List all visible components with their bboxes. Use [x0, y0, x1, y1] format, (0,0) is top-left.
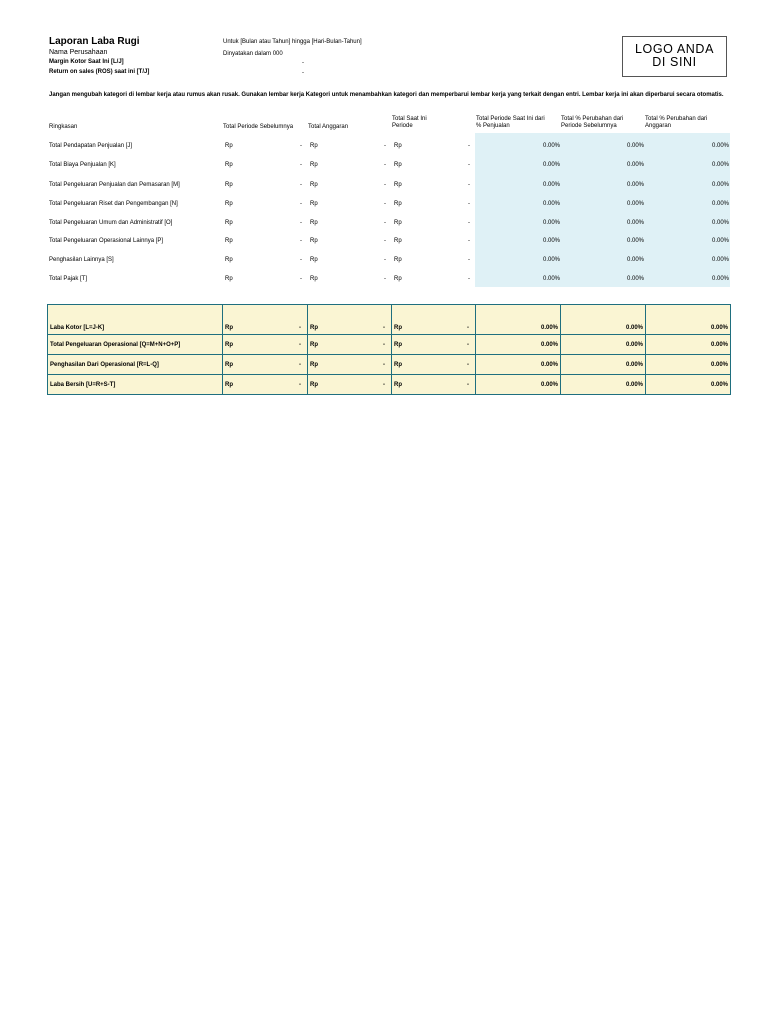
- prev-value[interactable]: -: [300, 257, 302, 263]
- summary-label[interactable]: Laba Bersih [U=R+S-T]: [48, 375, 223, 395]
- budget-value[interactable]: -: [384, 257, 386, 263]
- current-currency[interactable]: Rp: [394, 257, 402, 263]
- amount-value: -: [383, 361, 385, 368]
- budget-value[interactable]: -: [384, 201, 386, 207]
- budget-value[interactable]: -: [384, 143, 386, 149]
- pct-sales-cell[interactable]: 0.00%: [476, 335, 561, 355]
- change-budget-cell[interactable]: 0.00%: [646, 355, 731, 375]
- current-cell[interactable]: [392, 355, 476, 375]
- row-label[interactable]: Total Biaya Penjualan [K]: [49, 162, 116, 168]
- prev-value[interactable]: -: [300, 220, 302, 226]
- summary-row: [48, 335, 731, 355]
- row-label[interactable]: Penghasilan Lainnya [S]: [49, 257, 114, 263]
- table-row: [0, 195, 768, 213]
- table-row: [0, 251, 768, 269]
- change-prev-value[interactable]: 0.00%: [626, 220, 644, 226]
- budget-value[interactable]: -: [384, 182, 386, 188]
- change-budget-cell[interactable]: 0.00%: [646, 375, 731, 395]
- amount-value: -: [299, 341, 301, 348]
- col-current: [392, 116, 427, 130]
- row-label[interactable]: Total Pendapatan Penjualan [J]: [49, 143, 133, 149]
- summary-label[interactable]: Total Pengeluaran Operasional [Q=M+N+O+P]: [48, 335, 223, 355]
- col-current-line2: Periode: [392, 123, 413, 129]
- amount-value: -: [467, 325, 469, 331]
- change-prev-cell[interactable]: 0.00%: [561, 375, 646, 395]
- col-summary: Ringkasan: [49, 124, 78, 130]
- prev-value[interactable]: -: [300, 276, 302, 282]
- change-prev-value[interactable]: 0.00%: [626, 276, 644, 282]
- pct-sales-value[interactable]: 0.00%: [542, 238, 560, 244]
- pct-sales-value[interactable]: 0.00%: [542, 143, 560, 149]
- current-cell[interactable]: [392, 305, 476, 335]
- change-budget-value[interactable]: 0.00%: [711, 257, 729, 263]
- current-currency[interactable]: Rp: [394, 182, 402, 188]
- summary-row: [48, 305, 731, 335]
- row-label[interactable]: Total Pengeluaran Umum dan Administratif [O]: [49, 220, 173, 226]
- current-currency[interactable]: Rp: [394, 162, 402, 168]
- current-value[interactable]: -: [468, 220, 470, 226]
- gross-margin-label: Margin Kotor Saat Ini [L/J]: [49, 59, 124, 65]
- current-currency[interactable]: Rp: [394, 238, 402, 244]
- budget-cell[interactable]: [308, 335, 392, 355]
- col-pct-sales-line2: % Penjualan: [476, 123, 510, 129]
- logo-placeholder[interactable]: [622, 36, 727, 77]
- pct-sales-value[interactable]: 0.00%: [542, 276, 560, 282]
- currency-label: Rp: [394, 361, 402, 368]
- pct-sales-value[interactable]: 0.00%: [542, 162, 560, 168]
- report-period[interactable]: Untuk [Bulan atau Tahun] hingga [Hari-Bulan-Tahun]: [223, 39, 362, 45]
- summary-label[interactable]: Penghasilan Dari Operasional [R=L-Q]: [48, 355, 223, 375]
- prev-cell[interactable]: [223, 375, 308, 395]
- col-change-prev: [561, 116, 623, 130]
- change-budget-value[interactable]: 0.00%: [711, 182, 729, 188]
- current-currency[interactable]: Rp: [394, 276, 402, 282]
- row-label[interactable]: Total Pengeluaran Penjualan dan Pemasaran [M]: [49, 182, 180, 188]
- current-value[interactable]: -: [468, 182, 470, 188]
- change-prev-cell[interactable]: 0.00%: [561, 305, 646, 335]
- change-budget-value[interactable]: 0.00%: [711, 162, 729, 168]
- prev-cell[interactable]: [223, 355, 308, 375]
- prev-value[interactable]: -: [300, 182, 302, 188]
- current-value[interactable]: -: [468, 162, 470, 168]
- prev-currency[interactable]: Rp: [225, 220, 233, 226]
- unit-note: Dinyatakan dalam 000: [223, 51, 283, 57]
- amount-value: -: [299, 361, 301, 368]
- table-row: [0, 214, 768, 232]
- change-prev-cell[interactable]: 0.00%: [561, 335, 646, 355]
- prev-currency[interactable]: Rp: [225, 201, 233, 207]
- change-budget-value[interactable]: 0.00%: [711, 276, 729, 282]
- budget-currency[interactable]: Rp: [310, 220, 318, 226]
- pct-sales-cell[interactable]: 0.00%: [476, 375, 561, 395]
- amount-value: -: [299, 381, 301, 388]
- budget-cell[interactable]: [308, 375, 392, 395]
- pct-sales-value[interactable]: 0.00%: [542, 220, 560, 226]
- gross-margin-value: -: [302, 60, 304, 66]
- instruction-note: Jangan mengubah kategori di lembar kerja atau rumus akan rusak. Gunakan lembar kerja Kategori untuk menambahkan kategori dan memperbarui lembar kerja yang terkait dengan entri. Lembar kerja ini akan diperbarui secara otomatis.: [49, 92, 724, 98]
- currency-label: Rp: [225, 341, 233, 348]
- currency-label: Rp: [225, 325, 233, 331]
- budget-currency[interactable]: Rp: [310, 182, 318, 188]
- ros-label: Return on sales (ROS) saat ini [T/J]: [49, 69, 150, 75]
- budget-currency[interactable]: Rp: [310, 201, 318, 207]
- budget-value[interactable]: -: [384, 238, 386, 244]
- pct-sales-value[interactable]: 0.00%: [542, 257, 560, 263]
- change-prev-cell[interactable]: 0.00%: [561, 355, 646, 375]
- change-budget-cell[interactable]: 0.00%: [646, 305, 731, 335]
- prev-value[interactable]: -: [300, 201, 302, 207]
- current-value[interactable]: -: [468, 201, 470, 207]
- prev-currency[interactable]: Rp: [225, 162, 233, 168]
- currency-label: Rp: [394, 381, 402, 388]
- currency-label: Rp: [310, 361, 318, 368]
- table-row: [0, 270, 768, 288]
- change-budget-value[interactable]: 0.00%: [711, 143, 729, 149]
- current-cell[interactable]: [392, 375, 476, 395]
- col-current-line1: Total Saat Ini: [392, 116, 427, 122]
- change-prev-value[interactable]: 0.00%: [626, 143, 644, 149]
- logo-line-1: LOGO ANDA: [634, 42, 715, 56]
- pct-sales-value[interactable]: 0.00%: [542, 182, 560, 188]
- prev-value[interactable]: -: [300, 143, 302, 149]
- change-prev-value[interactable]: 0.00%: [626, 162, 644, 168]
- amount-value: -: [299, 325, 301, 331]
- ros-value: -: [302, 70, 304, 76]
- prev-currency[interactable]: Rp: [225, 143, 233, 149]
- budget-currency[interactable]: Rp: [310, 143, 318, 149]
- change-budget-value[interactable]: 0.00%: [711, 201, 729, 207]
- currency-label: Rp: [394, 325, 402, 331]
- col-change-budget: [645, 116, 707, 130]
- company-name[interactable]: Nama Perusahaan: [49, 49, 108, 56]
- amount-value: -: [383, 341, 385, 348]
- prev-currency[interactable]: Rp: [225, 276, 233, 282]
- current-currency[interactable]: Rp: [394, 201, 402, 207]
- change-budget-value[interactable]: 0.00%: [711, 238, 729, 244]
- current-value[interactable]: -: [468, 257, 470, 263]
- change-budget-cell[interactable]: 0.00%: [646, 335, 731, 355]
- prev-currency[interactable]: Rp: [225, 238, 233, 244]
- change-budget-value[interactable]: 0.00%: [711, 220, 729, 226]
- table-row: [0, 232, 768, 250]
- budget-cell[interactable]: [308, 305, 392, 335]
- col-pct-sales-line1: Total Periode Saat Ini dari: [476, 116, 545, 122]
- change-prev-value[interactable]: 0.00%: [626, 257, 644, 263]
- prev-cell[interactable]: [223, 335, 308, 355]
- amount-value: -: [383, 381, 385, 388]
- col-change-prev-line2: Periode Sebelumnya: [561, 123, 617, 129]
- summary-row: [48, 355, 731, 375]
- budget-currency[interactable]: Rp: [310, 276, 318, 282]
- prev-cell[interactable]: [223, 305, 308, 335]
- current-currency[interactable]: Rp: [394, 220, 402, 226]
- prev-currency[interactable]: Rp: [225, 257, 233, 263]
- summary-label[interactable]: Laba Kotor [L=J-K]: [48, 305, 223, 335]
- col-change-budget-line2: Anggaran: [645, 123, 672, 129]
- col-pct-sales: [476, 116, 545, 130]
- amount-value: -: [467, 341, 469, 348]
- summary-row: [48, 375, 731, 395]
- col-change-budget-line1: Total % Perubahan dari: [645, 116, 708, 122]
- pct-sales-cell[interactable]: 0.00%: [476, 305, 561, 335]
- amount-value: -: [467, 381, 469, 388]
- report-title: Laporan Laba Rugi: [49, 36, 140, 47]
- currency-label: Rp: [310, 341, 318, 348]
- pct-sales-value[interactable]: 0.00%: [542, 201, 560, 207]
- prev-value[interactable]: -: [300, 162, 302, 168]
- amount-value: -: [383, 325, 385, 331]
- change-prev-value[interactable]: 0.00%: [626, 182, 644, 188]
- amount-value: -: [467, 361, 469, 368]
- row-label[interactable]: Total Pajak [T]: [49, 276, 88, 282]
- table-row: [0, 176, 768, 194]
- budget-currency[interactable]: Rp: [310, 162, 318, 168]
- col-budget: Total Anggaran: [308, 124, 349, 130]
- current-value[interactable]: -: [468, 143, 470, 149]
- budget-currency[interactable]: Rp: [310, 238, 318, 244]
- change-prev-value[interactable]: 0.00%: [626, 238, 644, 244]
- summary-table: [47, 304, 731, 395]
- current-value[interactable]: -: [468, 276, 470, 282]
- col-change-prev-line1: Total % Perubahan dari: [561, 116, 624, 122]
- budget-value[interactable]: -: [384, 276, 386, 282]
- currency-label: Rp: [394, 341, 402, 348]
- prev-currency[interactable]: Rp: [225, 182, 233, 188]
- table-row: [0, 137, 768, 155]
- currency-label: Rp: [310, 381, 318, 388]
- budget-value[interactable]: -: [384, 220, 386, 226]
- logo-line-2: DI SINI: [652, 55, 697, 69]
- currency-label: Rp: [225, 361, 233, 368]
- table-row: [0, 156, 768, 174]
- prev-value[interactable]: -: [300, 238, 302, 244]
- row-label[interactable]: Total Pengeluaran Riset dan Pengembangan [N]: [49, 201, 178, 207]
- currency-label: Rp: [225, 381, 233, 388]
- current-value[interactable]: -: [468, 238, 470, 244]
- budget-value[interactable]: -: [384, 162, 386, 168]
- change-prev-value[interactable]: 0.00%: [626, 201, 644, 207]
- currency-label: Rp: [310, 325, 318, 331]
- current-currency[interactable]: Rp: [394, 143, 402, 149]
- pct-sales-cell[interactable]: 0.00%: [476, 355, 561, 375]
- current-cell[interactable]: [392, 335, 476, 355]
- row-label[interactable]: Total Pengeluaran Operasional Lainnya [P]: [49, 238, 164, 244]
- budget-currency[interactable]: Rp: [310, 257, 318, 263]
- budget-cell[interactable]: [308, 355, 392, 375]
- col-prev-period: Total Periode Sebelumnya: [223, 124, 294, 130]
